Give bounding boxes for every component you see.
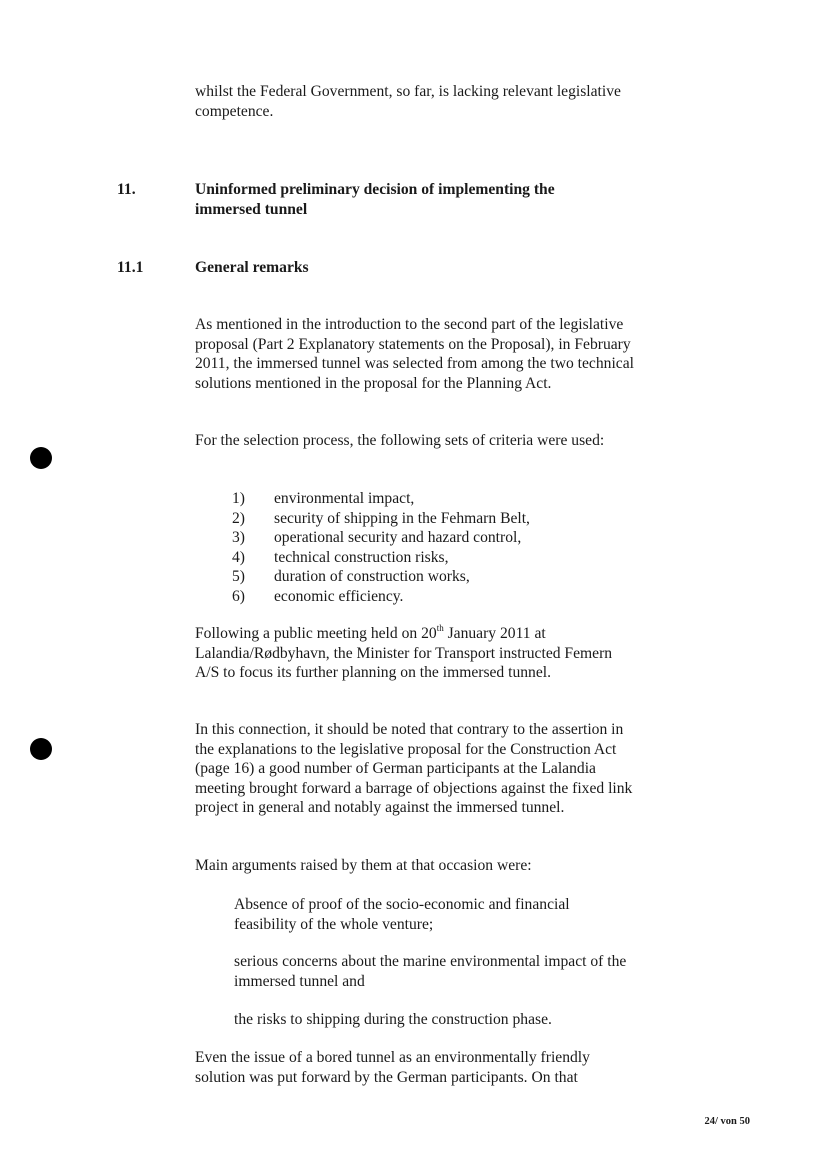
- paragraph-bored-tunnel: Even the issue of a bored tunnel as an environmentally friendly solution was put forward by the German participants. On that: [195, 1049, 590, 1086]
- ordinal-suffix: th: [436, 622, 444, 633]
- criteria-item: [232, 528, 530, 548]
- paragraph-objections: In this connection, it should be noted that contrary to the assertion in the explanations to the legislative proposal for the Construction Act (page 16) a good number of German participants at the Lalandia meeting brought forward a barrage of objections against the fixed link project in general and notably against the immersed tunnel.: [195, 721, 633, 817]
- punch-hole-mark: [30, 447, 52, 469]
- criteria-number: 5): [232, 568, 245, 586]
- paragraph-criteria-intro: For the selection process, the following sets of criteria were used:: [195, 432, 605, 449]
- section-title: Uninformed preliminary decision of implementing the immersed tunnel: [195, 181, 555, 218]
- criteria-list: [232, 489, 530, 607]
- criteria-item: [232, 567, 530, 587]
- criteria-text: environmental impact,: [274, 490, 415, 507]
- criteria-number: 6): [232, 587, 245, 605]
- criteria-item: [232, 509, 530, 529]
- criteria-text: duration of construction works,: [274, 568, 470, 586]
- criteria-number: 2): [232, 509, 245, 527]
- subsection-number: 11.1: [117, 259, 144, 276]
- criteria-number: 3): [232, 529, 245, 547]
- paragraph-intro: As mentioned in the introduction to the second part of the legislative proposal (Part 2 Explanatory statements on the Proposal), in February 2011, the immersed tunnel was selected from among the two technical solutions mentioned in the proposal for the Planning Act.: [195, 316, 634, 392]
- paragraph-public-meeting: [195, 624, 635, 683]
- argument-item: serious concerns about the marine environmental impact of the immersed tunnel and: [234, 953, 627, 990]
- section-number: 11.: [117, 181, 136, 198]
- paragraph-main-arguments: Main arguments raised by them at that occasion were:: [195, 857, 532, 874]
- criteria-item: [232, 548, 530, 568]
- criteria-item: [232, 587, 530, 607]
- criteria-number: 1): [232, 490, 245, 507]
- criteria-text: security of shipping in the Fehmarn Belt,: [274, 509, 530, 527]
- intro-continuation: whilst the Federal Government, so far, is lacking relevant legislative competence.: [195, 83, 621, 120]
- criteria-item: [232, 489, 530, 509]
- meeting-text-start: Following a public meeting held on 20: [195, 625, 437, 642]
- subsection-title: General remarks: [195, 259, 309, 276]
- punch-hole-mark: [30, 738, 52, 760]
- argument-item: the risks to shipping during the construction phase.: [234, 1011, 552, 1028]
- criteria-text: technical construction risks,: [274, 548, 449, 566]
- page-number: 24/ von 50: [704, 1116, 750, 1127]
- criteria-text: economic efficiency.: [274, 587, 404, 605]
- argument-item: Absence of proof of the socio-economic and financial feasibility of the whole venture;: [234, 896, 570, 933]
- meeting-text-end: January 2011 at Lalandia/Rødbyhavn, the Minister for Transport instructed Femern A/S to focus its further planning on the immersed tunnel.: [195, 625, 613, 682]
- criteria-number: 4): [232, 548, 245, 566]
- criteria-text: operational security and hazard control,: [274, 529, 522, 547]
